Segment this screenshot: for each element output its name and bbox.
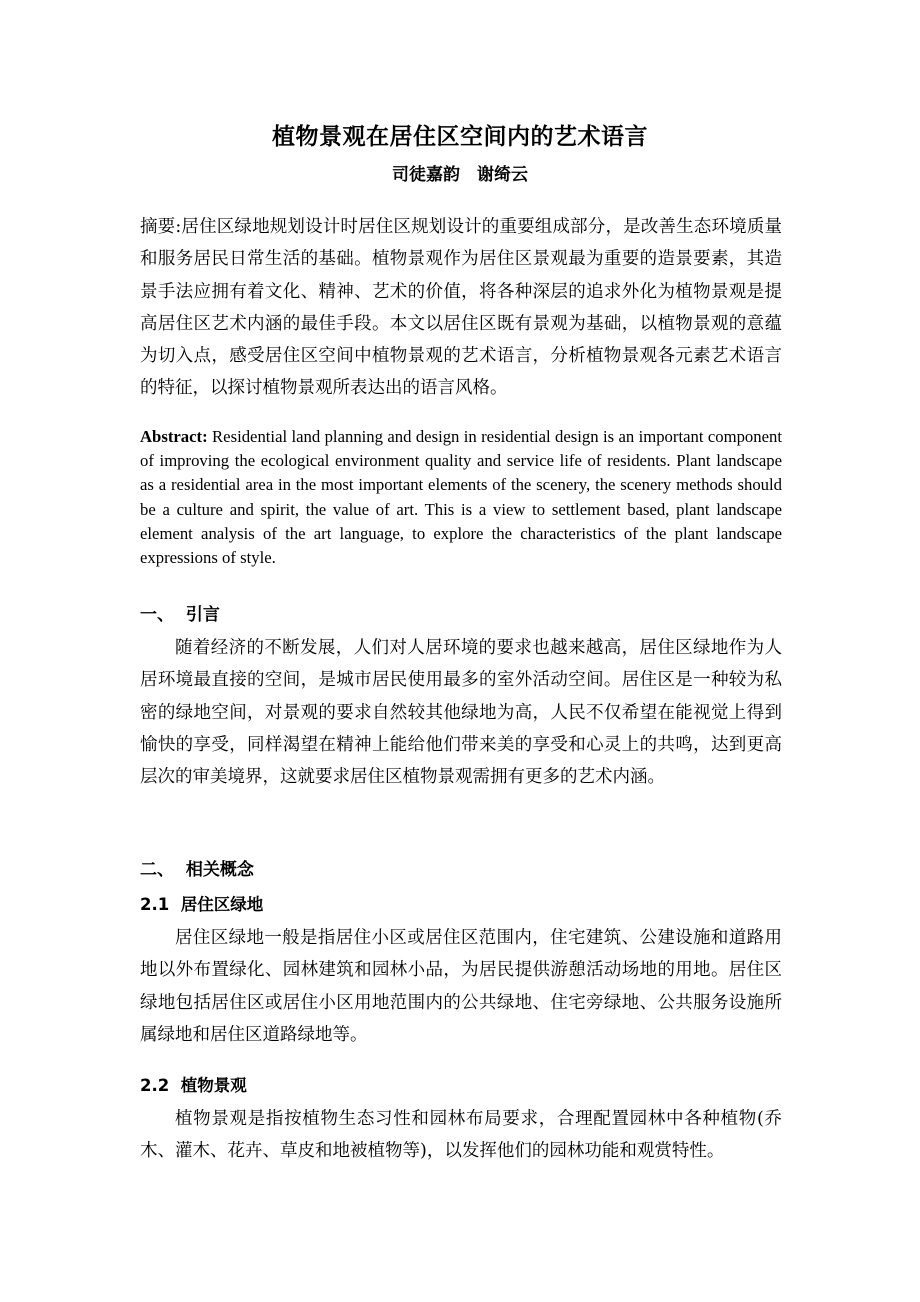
section-paragraph-introduction: 随着经济的不断发展，人们对人居环境的要求也越来越高，居住区绿地作为人居环境最直接的空间，是城市居民使用最多的室外活动空间。居住区是一种较为私密的绿地空间，对景观的要求自然较其他绿地为高，人民不仅希望在能视觉上得到愉快的享受，同样渴望在精神上能给他们带来美的享受和心灵上的共鸣，达到更高层次的审美境界，这就要求居住区植物景观需拥有更多的艺术内涵。 bbox=[140, 638, 782, 788]
section-heading-introduction: 一、 引言 bbox=[140, 605, 220, 625]
abstract-en-label: Abstract: bbox=[140, 427, 208, 446]
subsection-paragraph-plant-landscape: 植物景观是指按植物生态习性和园林布局要求，合理配置园林中各种植物(乔木、灌木、花卉、草皮和地被植物等)，以发挥他们的园林功能和观赏特性。 bbox=[140, 1109, 782, 1162]
subsection-heading-plant-landscape: 2.2 植物景观 bbox=[140, 1076, 247, 1095]
abstract-zh-text: 居住区绿地规划设计时居住区规划设计的重要组成部分，是改善生态环境质量和服务居民日常生活的基础。植物景观作为居住区景观最为重要的造景要素，其造景手法应拥有着文化、精神、艺术的价值，将各种深层的追求外化为植物景观是提高居住区艺术内涵的最佳手段。本文以居住区既有景观为基础，以植物景观的意蕴为切入点，感受居住区空间中植物景观的艺术语言，分析植物景观各元素艺术语言的特征，以探讨植物景观所表达出的语言风格。 bbox=[140, 217, 782, 399]
subsection-heading-residential-green: 2.1 居住区绿地 bbox=[140, 895, 264, 914]
abstract-zh bbox=[140, 211, 782, 405]
subsection-paragraph-residential-green: 居住区绿地一般是指居住小区或居住区范围内，住宅建筑、公建设施和道路用地以外布置绿化、园林建筑和园林小品，为居民提供游憩活动场地的用地。居住区绿地包括居住区或居住小区用地范围内的公共绿地、住宅旁绿地、公共服务设施所属绿地和居住区道路绿地等。 bbox=[140, 928, 782, 1045]
section-heading-concepts: 二、 相关概念 bbox=[140, 860, 254, 880]
abstract-zh-label: 摘要: bbox=[140, 217, 182, 237]
paper-authors: 司徒嘉韵 谢绮云 bbox=[392, 165, 528, 185]
paper-title: 植物景观在居住区空间内的艺术语言 bbox=[272, 124, 648, 150]
abstract-en bbox=[140, 425, 782, 570]
abstract-en-text: Residential land planning and design in residential design is an important component of improving the ecological environment quality and service life of residents. Plant landscape as a residential area in the most important elements of the scenery, the scenery methods should be a culture and spirit, the value of art. This is a view to settlement based, plant landscape element analysis of the art language, to explore the characteristics of the plant landscape expressions of style. bbox=[140, 427, 782, 568]
